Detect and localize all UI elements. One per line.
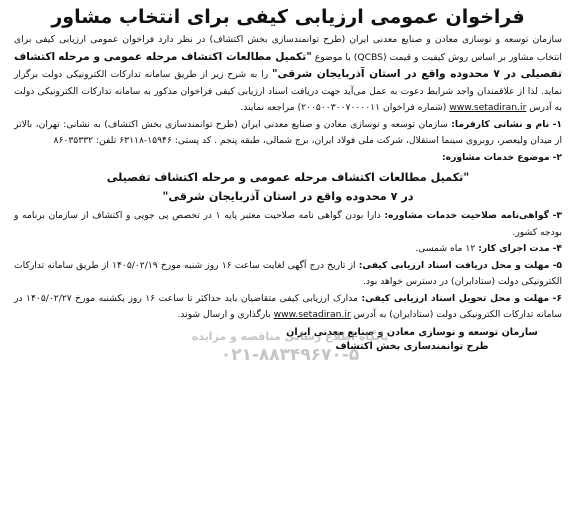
item-label: مهلت و محل دریافت اسناد ارزیابی کیفی: [358,259,550,271]
signature-project: طرح توانمندسازی بخش اکتشاف [335,340,489,352]
intro-subject-b: اکتشاف تفصیلی در ۷ محدوده واقع در استان آذربایجان شرقی" [14,50,562,80]
item-text: بارگذاری و ارسال شوند. [177,309,271,320]
item-text: دارا بودن گواهی نامه صلاحیت معتبر پایه ۱ در تخصص پی جویی و اکتشاف از [81,210,381,221]
intro-line-1: سازمان توسعه و نوسازی معادن و صنایع معدنی ایران (طرح توانمندسازی بخش اکتشاف) در نظر دارد فراخوان عمومی ارزیابی کیفی [35,34,563,45]
item-text: ولیعصر، روبروی سینما استقلال، شرکت ملی فولاد ایران، برج شمالی، طبقه پنجم . کد پستی: ۱۵۹۴۶-۶۳۱۱۸ تلفن: ۸۶۰۳۵۳۳۲ [53,135,528,146]
item-number: ۶- [552,292,563,304]
item-number: ۱- [552,118,563,130]
signature-org: سازمان توسعه و نوسازی معادن و صنایع معدنی ایران [286,326,538,338]
item-number: ۵- [552,259,563,271]
item-text: سازمان برنامه و بودجه کشور. [14,210,562,238]
intro-line-4: برگزار نماید. لذا از علاقمندان واجد شرایط دعوت به عمل می‌آید جهت دریافت اسناد ارزیابی کیفی فراخوان مذکور به سامانه [14,69,562,97]
item-label: مهلت و محل تحویل اسناد ارزیابی کیفی: [361,292,550,304]
item-text: سامانه تدارکات الکترونیکی دولت (ستادایران) در دسترس خواهد بود. [14,259,562,287]
setadiran-link[interactable]: www.setadiran.ir [449,102,527,113]
signature-block [262,326,562,354]
item-number: ۳- [552,210,562,221]
item-number: ۲- [552,151,562,163]
item-subject [14,150,562,167]
item-employer [14,117,562,150]
item-receive-deadline [14,258,562,291]
watermark-text: پایگاه اطلاع رسانی مناقصه و مزایده [191,330,389,343]
item-certificate [14,208,562,241]
intro-line-3b: را به شرح زیر از طریق سامانه تدارکات الکترونیکی دولت [41,69,269,80]
item-submit-deadline [14,291,562,324]
subject-line-1: "تکمیل مطالعات اکتشاف مرحله عمومی و مرحله اکتشاف تفصیلی [106,171,470,184]
item-text: سازمان توسعه و نوسازی معادن و صنایع معدنی ایران (طرح توانمندسازی بخش اکتشاف) به نشانی: تهران، بالاتر از میدان [14,118,562,146]
item-number: ۴- [552,243,562,254]
item-text: مدارک ارزیابی کیفی متقاضیان باید حداکثر تا ساعت ۱۶ روز یکشنبه مورخ [75,292,358,304]
watermark-phone: ۰۲۱-۸۸۳۴۹۶۷۰-۵ [220,345,360,365]
intro-line-5b: (شماره فراخوان ۲۰۰۵۰۰۳۰۰۷۰۰۰۰۱۱) مراجعه نمایند. [240,102,447,113]
intro-line-2a: برای انتخاب مشاور بر اساس روش کیفیت و قیمت (QCBS) با موضوع [14,34,562,63]
item-label: مدت اجرای کار: [478,243,550,254]
item-text: ۱۴۰۵/۰۲/۲۷ در سامانه تدارکات الکترونیکی دولت (ستادایران) به آدرس [14,292,562,320]
intro-paragraph [14,32,562,117]
intro-line-5a: تدارکات الکترونیکی دولت به آدرس [14,85,562,113]
item-text: از تاریخ درج آگهی لغایت ساعت ۱۶ روز شنبه مورخ ۱۴۰۵/۰۲/۱۹ از طریق [76,259,356,271]
intro-subject-a: "تکمیل مطالعات اکتشاف مرحله عمومی و مرحله [58,50,312,63]
item-label: نام و نشانی کارفرما: [451,118,550,130]
consulting-subject [14,168,562,206]
item-label: موضوع خدمات مشاوره: [441,151,550,163]
setadiran-link[interactable]: www.setadiran.ir [273,309,351,320]
page-title: فراخوان عمومی ارزیابی کیفی برای انتخاب مشاور [51,6,525,28]
item-text: ۱۲ ماه شمسی. [415,243,476,254]
item-label: گواهی‌نامه صلاحیت خدمات مشاوره: [384,210,549,221]
item-duration [14,241,562,258]
subject-line-2: در ۷ محدوده واقع در استان آذربایجان شرقی" [162,190,414,203]
